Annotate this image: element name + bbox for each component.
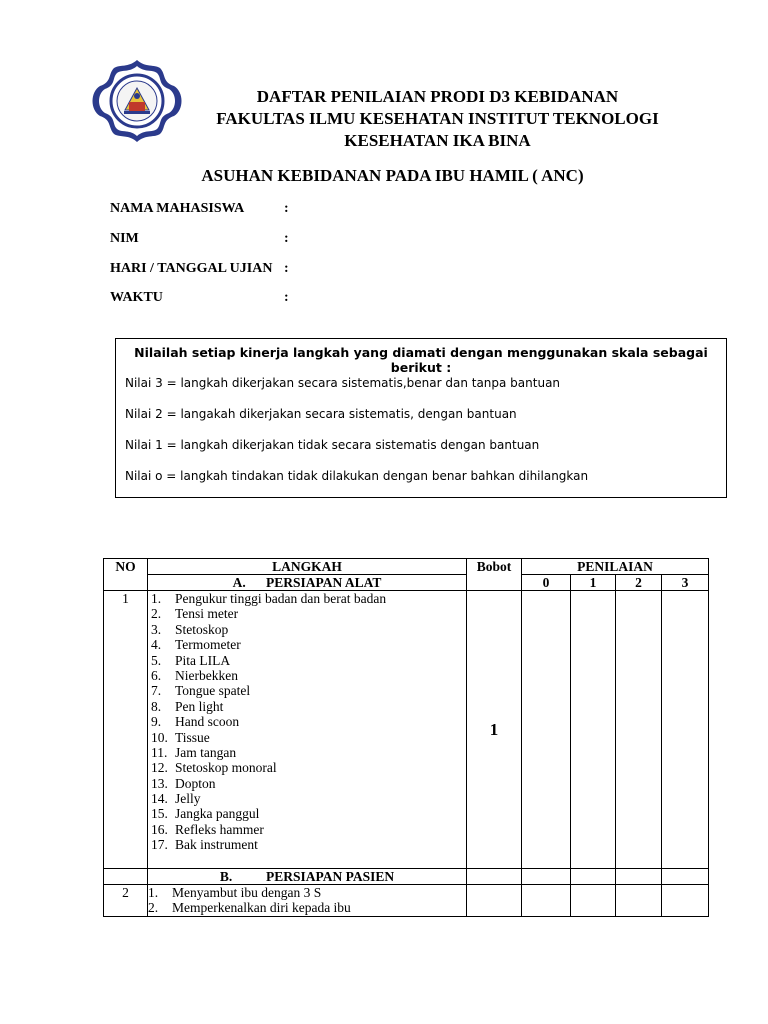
score-cell-1[interactable] (571, 869, 616, 885)
score-col-0: 0 (522, 575, 571, 591)
step-text: Jelly (175, 791, 201, 807)
step-number: 2. (151, 606, 162, 622)
step-number: 4. (151, 637, 162, 653)
field-label: WAKTU (110, 290, 163, 305)
field-label: HARI / TANGGAL UJIAN (110, 261, 273, 276)
step-number: 14. (151, 791, 168, 807)
field-colon: : (284, 231, 289, 246)
score-cell-1[interactable] (571, 591, 616, 869)
step-item (151, 776, 466, 791)
step-number: 2. (148, 900, 159, 916)
col-header-score: PENILAIAN (522, 559, 709, 575)
institution-logo (88, 58, 186, 144)
step-text: Menyambut ibu dengan 3 S (172, 885, 322, 900)
row-number: 1 (104, 591, 148, 869)
weight-value: 1 (467, 591, 522, 869)
step-text: Memperkenalkan diri kepada ibu (172, 900, 351, 916)
step-number: 7. (151, 683, 162, 699)
step-text: Dopton (175, 775, 216, 791)
section-title: PERSIAPAN ALAT (265, 575, 382, 590)
step-number: 15. (151, 806, 168, 822)
field-colon: : (284, 290, 289, 305)
institution-seal-logo-icon (88, 58, 186, 144)
step-text: Pengukur tinggi badan dan berat badan (175, 591, 387, 606)
score-cell-1[interactable] (571, 885, 616, 917)
section-letter: A. (232, 575, 246, 590)
step-item (151, 591, 466, 606)
score-cell-2[interactable] (616, 591, 662, 869)
field-colon: : (284, 201, 289, 216)
step-item (151, 637, 466, 652)
step-list (148, 591, 466, 853)
title-line-3: KESEHATAN IKA BINA (344, 131, 531, 150)
step-text: Tissue (175, 729, 210, 745)
step-item (151, 791, 466, 806)
scale-item-2: Nilai 2 = langakah dikerjakan secara sistematis, dengan bantuan (125, 407, 517, 421)
step-number: 1. (151, 591, 162, 606)
score-col-3: 3 (662, 575, 709, 591)
step-text: Tensi meter (175, 606, 239, 622)
step-item (151, 653, 466, 668)
scale-heading: Nilailah setiap kinerja langkah yang diamati dengan menggunakan skala sebagai berikut : (134, 345, 708, 375)
step-text: Pita LILA (175, 652, 231, 668)
step-item (151, 714, 466, 729)
step-item (151, 668, 466, 683)
score-cell-0[interactable] (522, 885, 571, 917)
scoring-scale-box (115, 338, 727, 498)
step-text: Jangka panggul (175, 806, 260, 822)
assessment-table (103, 558, 709, 917)
col-header-weight: Bobot (467, 559, 522, 591)
step-item (151, 730, 466, 745)
step-item (151, 606, 466, 621)
step-number: 11. (151, 744, 168, 760)
scale-item-1: Nilai 1 = langkah dikerjakan tidak secara sistematis dengan bantuan (125, 438, 540, 452)
step-number: 17. (151, 837, 168, 853)
step-text: Tongue spatel (175, 683, 251, 699)
score-cell-2[interactable] (616, 885, 662, 917)
step-item (151, 822, 466, 837)
step-item (148, 885, 466, 900)
step-number: 5. (151, 652, 162, 668)
empty-cell (467, 869, 522, 885)
step-number: 9. (151, 714, 162, 730)
score-cell-3[interactable] (662, 885, 709, 917)
step-item (148, 900, 466, 915)
step-text: Pen light (175, 698, 224, 714)
empty-cell (104, 869, 148, 885)
weight-value (467, 885, 522, 917)
title-line-2: FAKULTAS ILMU KESEHATAN INSTITUT TEKNOLOGI (216, 109, 659, 128)
score-cell-3[interactable] (662, 591, 709, 869)
scale-item-3: Nilai 3 = langkah dikerjakan secara sistematis,benar dan tanpa bantuan (125, 376, 561, 390)
step-item (151, 683, 466, 698)
section-b-row (104, 869, 709, 885)
field-exam-date (110, 261, 289, 277)
document-subtitle: ASUHAN KEBIDANAN PADA IBU HAMIL ( ANC) (201, 166, 584, 185)
step-number: 8. (151, 698, 162, 714)
title-line-1: DAFTAR PENILAIAN PRODI D3 KEBIDANAN (256, 87, 619, 106)
field-time (110, 290, 289, 306)
score-col-1: 1 (571, 575, 616, 591)
field-label: NAMA MAHASISWA (110, 201, 245, 216)
section-b-title (148, 869, 467, 885)
step-item (151, 837, 466, 852)
step-list (148, 885, 466, 916)
document-title (190, 86, 685, 152)
step-text: Bak instrument (175, 837, 258, 853)
step-text: Termometer (175, 637, 241, 653)
step-item (151, 760, 466, 775)
scale-item-0: Nilai o = langkah tindakan tidak dilakukan dengan benar bahkan dihilangkan (125, 469, 589, 483)
col-header-no: NO (104, 559, 148, 591)
step-text: Refleks hammer (175, 821, 264, 837)
step-text: Nierbekken (175, 667, 238, 683)
step-item (151, 622, 466, 637)
field-colon: : (284, 261, 289, 276)
step-number: 16. (151, 821, 168, 837)
step-number: 1. (148, 885, 159, 900)
step-text: Stetoskop monoral (175, 760, 277, 776)
field-label: NIM (110, 231, 139, 246)
step-number: 6. (151, 667, 162, 683)
row-number: 2 (104, 885, 148, 917)
field-nim (110, 231, 289, 247)
section-a-title (148, 575, 467, 591)
step-number: 13. (151, 775, 168, 791)
section-a-row (104, 575, 709, 591)
step-number: 12. (151, 760, 168, 776)
field-student-name (110, 201, 289, 217)
section-letter: B. (219, 869, 233, 884)
step-number: 10. (151, 729, 168, 745)
step-list-cell (148, 591, 467, 869)
step-text: Stetoskop (175, 621, 229, 637)
step-item (151, 745, 466, 760)
section-title: PERSIAPAN PASIEN (266, 869, 395, 884)
table-row-1 (104, 591, 709, 869)
score-cell-3[interactable] (662, 869, 709, 885)
col-header-step: LANGKAH (148, 559, 467, 575)
step-item (151, 699, 466, 714)
step-number: 3. (151, 621, 162, 637)
table-header-row (104, 559, 709, 575)
step-text: Jam tangan (175, 744, 237, 760)
table-row-2 (104, 885, 709, 917)
step-list-cell (148, 885, 467, 917)
step-item (151, 806, 466, 821)
step-text: Hand scoon (175, 714, 240, 730)
score-col-2: 2 (616, 575, 662, 591)
score-cell-2[interactable] (616, 869, 662, 885)
score-cell-0[interactable] (522, 869, 571, 885)
score-cell-0[interactable] (522, 591, 571, 869)
